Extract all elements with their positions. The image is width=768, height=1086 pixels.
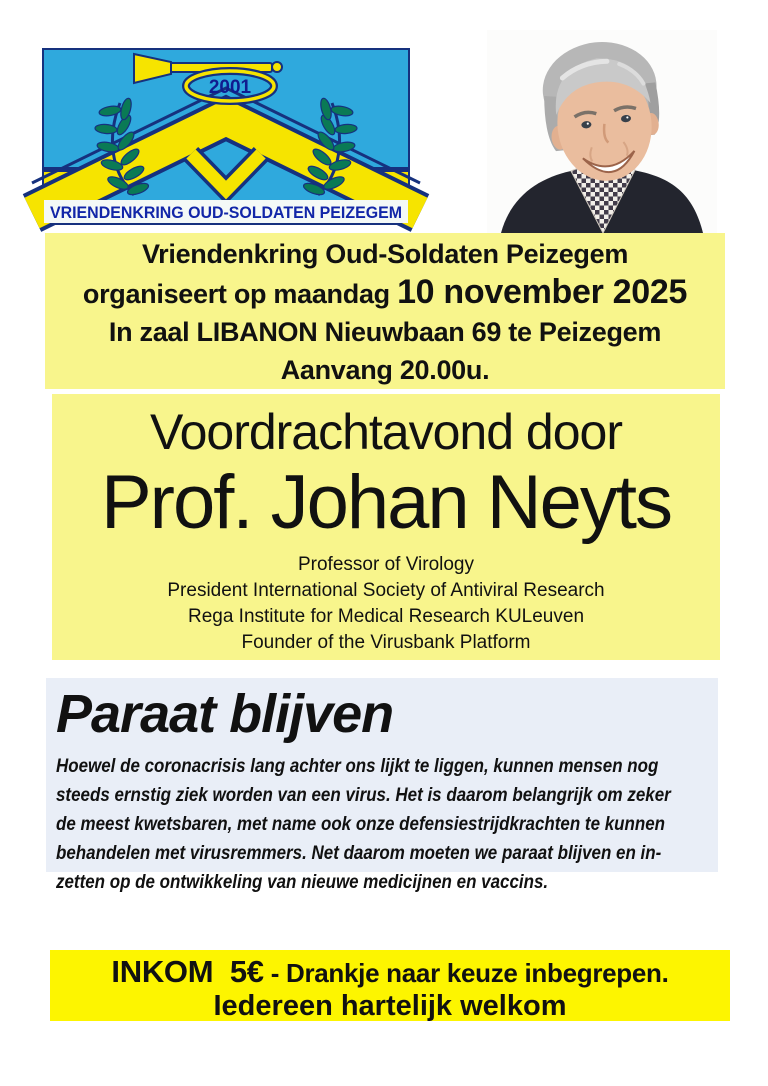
topic-box [46, 678, 718, 893]
credential-line: President International Society of Antiviral Research [167, 580, 605, 601]
event-time: Aanvang 20.00u. [280, 355, 490, 385]
event-date-prefix: organiseert op maandag [82, 279, 398, 309]
portrait-graphic [487, 30, 717, 233]
talk-title: Voordrachtavond door [149, 404, 623, 460]
admission-line [50, 955, 730, 990]
topic-heading: Paraat blijven [56, 684, 394, 744]
admission-note: - Drankje naar keuze inbegrepen. [263, 958, 669, 988]
paragraph-line: steeds ernstig ziek worden van een virus. Het is daarom belangrijk om zeker [56, 784, 671, 806]
event-details-box [45, 233, 725, 389]
event-date: 10 november 2025 [397, 273, 688, 311]
event-venue: In zaal LIBANON Nieuwbaan 69 te Peizegem [108, 317, 662, 347]
event-organizer: Vriendenkring Oud-Soldaten Peizegem [141, 239, 629, 269]
admission-bar [50, 950, 730, 1021]
credential-line: Rega Institute for Medical Research KULeuven [187, 606, 585, 627]
logo-banner-text: VRIENDENKRING OUD-SOLDATEN PEIZEGEM [50, 204, 402, 222]
logo-year: 2001 [208, 77, 252, 98]
speaker-photo [487, 30, 717, 233]
credential-line: Founder of the Virusbank Platform [241, 632, 531, 653]
club-logo-graphic [42, 48, 410, 225]
paragraph-line: de meest kwetsbaren, met name ook onze defensiestrijdkrachten te kunnen [56, 813, 666, 835]
welcome-line: Iedereen hartelijk welkom [213, 990, 567, 1022]
event-date-line [45, 273, 725, 313]
admission-price: INKOM 5€ [111, 954, 264, 989]
club-logo [42, 48, 410, 225]
logo-banner-strip [44, 200, 408, 223]
speaker-name: Prof. Johan Neyts [100, 460, 672, 545]
paragraph-line: Hoewel de coronacrisis lang achter ons lijkt te liggen, kunnen mensen nog [56, 755, 659, 777]
talk-box [52, 394, 720, 660]
paragraph-line: behandelen met virusremmers. Net daarom moeten we paraat blijven en in- [56, 842, 662, 864]
speaker-credentials [52, 552, 720, 656]
topic-paragraph [56, 752, 718, 897]
credential-line: Professor of Virology [297, 554, 474, 575]
paragraph-line: zetten op de ontwikkeling van nieuwe medicijnen en vaccins. [56, 871, 549, 893]
